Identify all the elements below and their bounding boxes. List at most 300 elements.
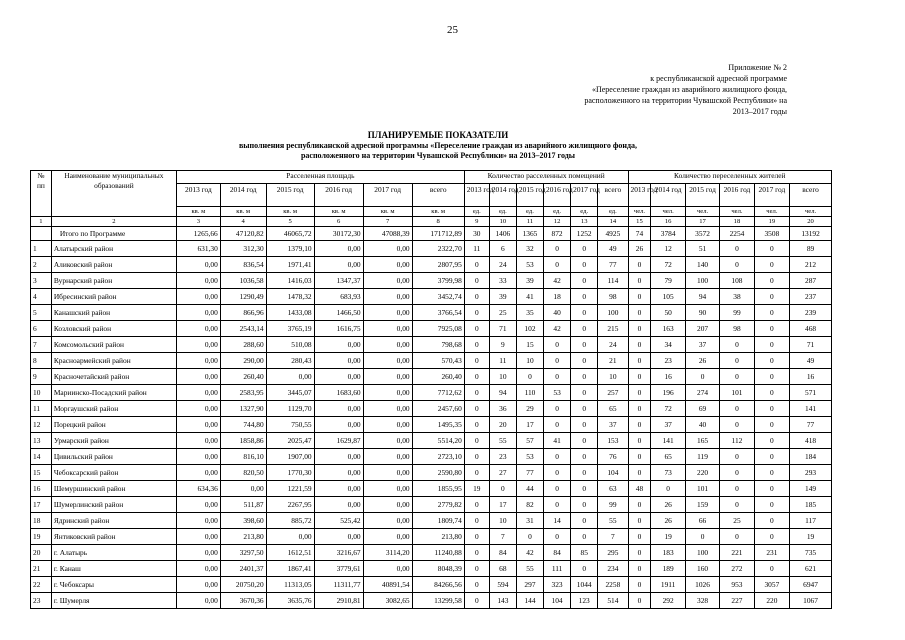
table-cell: 798,68 [412,337,464,353]
table-cell: 0 [651,481,685,497]
table-cell: 35 [516,305,543,321]
table-cell: 1036,58 [220,273,266,289]
table-cell: 6 [489,241,516,257]
table-cell: 41 [544,433,571,449]
table-cell: 0,00 [363,321,412,337]
municipality-name: Ибресинский район [51,289,176,305]
table-cell: 0 [516,529,543,545]
table-cell: 0,00 [176,465,220,481]
table-cell: 0 [544,449,571,465]
row-number: 12 [31,417,52,433]
page-number: 25 [447,24,458,36]
table-cell: 0 [628,289,651,305]
unit-cell: ед. [598,207,628,217]
table-cell: 1466,50 [314,305,363,321]
table-cell: 297 [516,577,543,593]
table-cell: 0,00 [176,321,220,337]
total-cell: 13192 [790,227,832,241]
table-cell: 750,55 [266,417,314,433]
year-header: всего [598,184,628,207]
column-number-cell: 19 [754,217,789,227]
column-number-cell: 12 [544,217,571,227]
table-cell: 0 [464,289,489,305]
table-cell: 53 [516,257,543,273]
table-cell: 0 [628,593,651,609]
row-number: 1 [31,241,52,257]
table-cell: 0 [720,369,754,385]
table-cell: 16 [790,369,832,385]
year-header: всего [412,184,464,207]
table-cell: 53 [516,449,543,465]
table-cell: 65 [651,449,685,465]
year-header: 2013 год [176,184,220,207]
table-cell: 144 [516,593,543,609]
table-cell: 82 [516,497,543,513]
total-cell: 171712,89 [412,227,464,241]
unit-cell: чел. [754,207,789,217]
table-cell: 1129,70 [266,401,314,417]
table-cell: 0,00 [266,529,314,545]
table-cell: 112 [720,433,754,449]
table-row [31,257,832,273]
table-cell: 634,36 [176,481,220,497]
table-cell: 0 [720,401,754,417]
municipality-name: Шумерлинский район [51,497,176,513]
row-number: 7 [31,337,52,353]
table-row [31,241,832,257]
table-cell: 153 [598,433,628,449]
table-cell: 10 [489,513,516,529]
table-cell: 3635,76 [266,593,314,609]
municipality-name: г. Канаш [51,561,176,577]
table-cell: 0 [628,353,651,369]
row-number: 11 [31,401,52,417]
column-number-cell: 4 [220,217,266,227]
table-cell: 165 [685,433,719,449]
table-cell: 0,00 [176,529,220,545]
table-cell: 55 [598,513,628,529]
municipality-name: Ядринский район [51,513,176,529]
municipality-name: Аликовский район [51,257,176,273]
table-cell: 26 [685,353,719,369]
year-header: 2013 год [628,184,651,207]
table-cell: 293 [790,465,832,481]
table-cell: 2267,95 [266,497,314,513]
table-cell: 0,00 [363,481,412,497]
year-header: 2014 год [651,184,685,207]
table-cell: 0,00 [363,513,412,529]
table-cell: 18 [544,289,571,305]
appendix-line: «Переселение граждан из аварийного жилищного фонда, [591,85,787,94]
table-cell: 23 [489,449,516,465]
row-number: 17 [31,497,52,513]
table-cell: 77 [516,465,543,481]
table-cell: 0 [754,401,789,417]
table-cell: 76 [598,449,628,465]
table-cell: 50 [651,305,685,321]
table-cell: 0,00 [363,561,412,577]
table-cell: 0,00 [314,369,363,385]
table-cell: 0,00 [176,449,220,465]
column-number-cell: 14 [598,217,628,227]
table-cell: 0 [754,417,789,433]
table-cell: 2590,80 [412,465,464,481]
table-cell: 0,00 [314,417,363,433]
row-number: 18 [31,513,52,529]
table-cell: 0,00 [176,545,220,561]
table-cell: 40 [544,305,571,321]
column-number-cell: 20 [790,217,832,227]
table-row [31,289,832,305]
table-cell: 511,87 [220,497,266,513]
table-cell: 3779,61 [314,561,363,577]
table-cell: 323 [544,577,571,593]
table-cell: 0 [464,449,489,465]
table-cell: 20 [489,417,516,433]
table-cell: 25 [720,513,754,529]
column-number-cell: 9 [464,217,489,227]
table-cell: 0,00 [266,369,314,385]
table-cell: 0 [571,337,598,353]
table-cell: 32 [516,241,543,257]
table-cell: 0 [571,273,598,289]
heading-subtitle: выполнения республиканской адресной программы «Переселение граждан из аварийного жилищного фонда, [238,140,638,150]
table-cell: 38 [720,289,754,305]
table-cell: 866,96 [220,305,266,321]
table-cell: 0 [464,465,489,481]
table-cell: 0 [720,497,754,513]
year-header: 2017 год [754,184,789,207]
table-cell: 17 [516,417,543,433]
table-cell: 24 [598,337,628,353]
table-cell: 0,00 [363,289,412,305]
table-cell: 48 [628,481,651,497]
table-cell: 10 [516,353,543,369]
table-cell: 398,60 [220,513,266,529]
table-cell: 468 [790,321,832,337]
table-cell: 0 [628,529,651,545]
column-number-cell: 17 [685,217,719,227]
table-cell: 1855,95 [412,481,464,497]
table-cell: 2322,70 [412,241,464,257]
column-number-cell: 5 [266,217,314,227]
table-cell: 272 [720,561,754,577]
table-cell: 49 [790,353,832,369]
table-cell: 185 [790,497,832,513]
table-cell: 0 [489,481,516,497]
total-cell: 4925 [598,227,628,241]
table-cell: 1379,10 [266,241,314,257]
row-number: 13 [31,433,52,449]
table-cell: 0,00 [363,257,412,273]
table-cell: 0 [754,289,789,305]
table-cell: 2457,60 [412,401,464,417]
table-cell: 84266,56 [412,577,464,593]
table-cell: 683,93 [314,289,363,305]
table-cell: 0 [571,241,598,257]
table-cell: 816,10 [220,449,266,465]
table-cell: 0 [628,513,651,529]
table-row [31,497,832,513]
municipality-name: Комсомольский район [51,337,176,353]
table-cell: 33 [489,273,516,289]
table-row [31,529,832,545]
table-cell: 94 [489,385,516,401]
table-cell: 0,00 [363,305,412,321]
table-cell: 0,00 [176,385,220,401]
table-cell: 0,00 [176,593,220,609]
column-number-cell: 7 [363,217,412,227]
table-cell: 207 [685,321,719,337]
table-cell: 104 [544,593,571,609]
table-cell: 0,00 [176,401,220,417]
table-cell: 0,00 [176,353,220,369]
table-cell: 2779,82 [412,497,464,513]
table-cell: 98 [598,289,628,305]
table-cell: 1770,30 [266,465,314,481]
table-cell: 0 [544,529,571,545]
table-cell: 227 [720,593,754,609]
table-cell: 220 [685,465,719,481]
table-cell: 159 [685,497,719,513]
table-cell: 280,43 [266,353,314,369]
table-cell: 3057 [754,577,789,593]
total-cell: 74 [628,227,651,241]
table-cell: 0,00 [363,529,412,545]
table-cell: 0 [571,465,598,481]
table-cell: 94 [685,289,719,305]
table-cell: 55 [489,433,516,449]
table-cell: 215 [598,321,628,337]
table-cell: 0 [464,545,489,561]
row-number: 9 [31,369,52,385]
table-cell: 0 [754,449,789,465]
table-cell: 0 [685,369,719,385]
table-row [31,353,832,369]
appendix-line: к республиканской адресной программе [650,74,787,83]
table-row [31,465,832,481]
municipality-name: Красночетайский район [51,369,176,385]
table-cell: 1612,51 [266,545,314,561]
table-cell: 3765,19 [266,321,314,337]
row-number: 4 [31,289,52,305]
table-cell: 2583,95 [220,385,266,401]
table-cell: 51 [685,241,719,257]
table-cell: 0,00 [363,401,412,417]
table-cell: 0 [571,497,598,513]
unit-cell: кв. м [266,207,314,217]
table-cell: 29 [516,401,543,417]
column-number-cell: 6 [314,217,363,227]
table-cell: 0 [754,433,789,449]
table-row [31,433,832,449]
table-cell: 72 [651,401,685,417]
total-cell: 1406 [489,227,516,241]
table-cell: 1867,41 [266,561,314,577]
table-cell: 100 [685,545,719,561]
table-cell: 100 [598,305,628,321]
table-cell: 19 [651,529,685,545]
table-cell: 11313,05 [266,577,314,593]
municipality-name: Мариинско-Посадский район [51,385,176,401]
table-cell: 0 [464,529,489,545]
table-cell: 0 [544,257,571,273]
table-cell: 0 [544,369,571,385]
table-cell: 0 [720,449,754,465]
table-cell: 1290,49 [220,289,266,305]
table-cell: 1907,00 [266,449,314,465]
table-cell: 110 [516,385,543,401]
table-cell: 231 [754,545,789,561]
table-cell: 0 [628,273,651,289]
table-cell: 0,00 [314,401,363,417]
table-cell: 1067 [790,593,832,609]
table-cell: 220 [754,593,789,609]
table-cell: 0 [464,337,489,353]
table-cell: 2543,14 [220,321,266,337]
total-cell: 2254 [720,227,754,241]
row-number: 21 [31,561,52,577]
table-cell: 11240,88 [412,545,464,561]
table-cell: 77 [790,417,832,433]
total-cell: 30 [464,227,489,241]
table-cell: 0,00 [176,417,220,433]
total-cell: 30172,30 [314,227,363,241]
table-cell: 0,00 [363,369,412,385]
row-number: 14 [31,449,52,465]
table-row [31,305,832,321]
table-cell: 0,00 [176,305,220,321]
table-cell: 1416,03 [266,273,314,289]
table-cell: 1629,87 [314,433,363,449]
document-heading [188,130,688,162]
table-cell: 26 [628,241,651,257]
table-cell: 6947 [790,577,832,593]
column-number-cell: 15 [628,217,651,227]
table-cell: 3082,65 [363,593,412,609]
table-cell: 39 [489,289,516,305]
table-cell: 8048,39 [412,561,464,577]
column-number-cell: 13 [571,217,598,227]
table-cell: 1971,41 [266,257,314,273]
column-number-cell: 10 [489,217,516,227]
table-cell: 0 [628,305,651,321]
table-row [31,385,832,401]
municipality-name: Урмарский район [51,433,176,449]
municipality-name: Красноармейский район [51,353,176,369]
column-number-cell: 2 [51,217,176,227]
table-cell: 0 [464,417,489,433]
unit-cell: чел. [790,207,832,217]
table-cell: 0 [571,321,598,337]
municipality-name: Козловский район [51,321,176,337]
unit-cell: ед. [516,207,543,217]
table-cell: 24 [489,257,516,273]
municipality-name: г. Шумерля [51,593,176,609]
unit-cell: кв. м [363,207,412,217]
total-cell: 47088,39 [363,227,412,241]
total-cell: 3784 [651,227,685,241]
table-cell: 42 [516,545,543,561]
table-cell: 260,40 [220,369,266,385]
table-cell: 37 [651,417,685,433]
table-cell: 0 [628,321,651,337]
heading-subtitle-2: расположенного на территории Чувашской Республики» на 2013–2017 годы [300,151,576,160]
table-cell: 0,00 [363,497,412,513]
municipality-name: г. Алатырь [51,545,176,561]
row-number: 5 [31,305,52,321]
table-cell: 65 [598,401,628,417]
table-cell: 160 [685,561,719,577]
table-cell: 0 [516,369,543,385]
year-header: 2015 год [685,184,719,207]
table-cell: 0 [571,417,598,433]
table-cell: 0 [754,465,789,481]
table-cell: 571 [790,385,832,401]
table-cell: 744,80 [220,417,266,433]
table-cell: 0 [544,417,571,433]
table-cell: 71 [790,337,832,353]
table-row [31,337,832,353]
table-cell: 0 [464,593,489,609]
table-cell: 292 [651,593,685,609]
table-cell: 287 [790,273,832,289]
column-number-cell: 3 [176,217,220,227]
table-cell: 53 [544,385,571,401]
year-header: всего [790,184,832,207]
table-cell: 101 [720,385,754,401]
table-cell: 1327,90 [220,401,266,417]
table-cell: 239 [790,305,832,321]
year-header: 2016 год [720,184,754,207]
table-cell: 1809,74 [412,513,464,529]
table-cell: 514 [598,593,628,609]
table-cell: 836,54 [220,257,266,273]
table-cell: 15 [516,337,543,353]
table-cell: 0,00 [314,241,363,257]
table-cell: 14 [544,513,571,529]
table-cell: 221 [720,545,754,561]
table-row [31,545,832,561]
table-cell: 31 [516,513,543,529]
table-cell: 0,00 [314,497,363,513]
indicators-table [30,170,832,609]
row-number: 23 [31,593,52,609]
table-cell: 72 [651,257,685,273]
table-cell: 0,00 [363,273,412,289]
table-cell: 0 [571,401,598,417]
table-cell: 1858,86 [220,433,266,449]
table-cell: 0 [628,577,651,593]
unit-cell: кв. м [412,207,464,217]
row-number: 15 [31,465,52,481]
table-cell: 820,50 [220,465,266,481]
table-cell: 11311,77 [314,577,363,593]
table-cell: 42 [544,273,571,289]
table-cell: 525,42 [314,513,363,529]
table-cell: 0 [628,561,651,577]
table-cell: 0 [544,241,571,257]
table-cell: 123 [571,593,598,609]
group-rooms-header: Количество расселенных помещений [464,171,628,184]
table-cell: 143 [489,593,516,609]
unit-cell: чел. [720,207,754,217]
municipality-name: Вурнарский район [51,273,176,289]
table-cell: 0 [628,545,651,561]
table-cell: 0 [571,449,598,465]
unit-cell: кв. м [314,207,363,217]
table-cell: 69 [685,401,719,417]
